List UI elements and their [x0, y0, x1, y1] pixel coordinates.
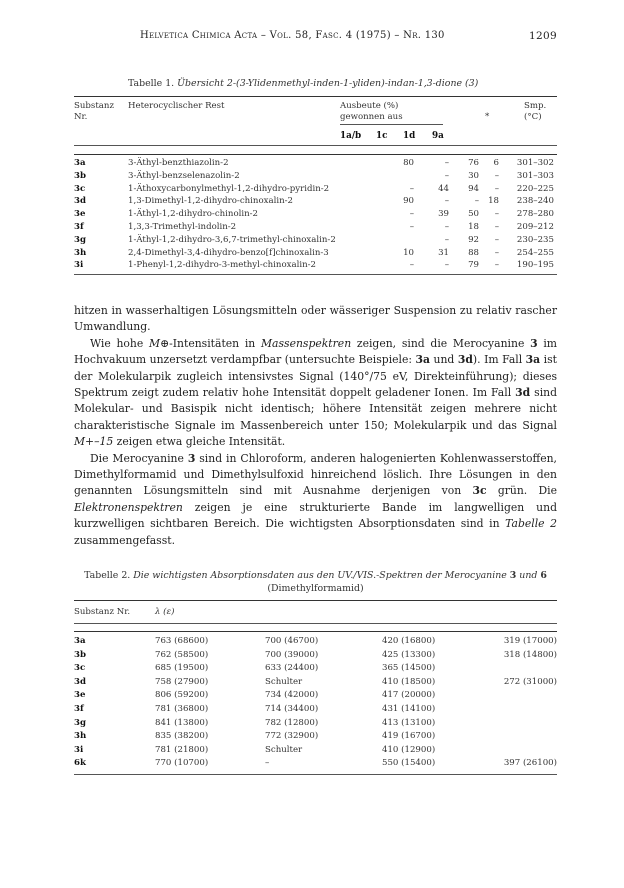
yield-9a: –: [494, 247, 499, 258]
yield-1d: 88: [468, 247, 479, 258]
yield-1d: 18: [468, 221, 479, 232]
compound-number: 6k: [74, 758, 86, 769]
melting-point: 230–235: [516, 234, 554, 245]
table2-body: [74, 636, 557, 772]
absorption-band-1: 758 (27900): [155, 676, 209, 687]
compound-number: 3d: [74, 196, 86, 207]
table-row: [74, 758, 557, 772]
running-header: [0, 30, 624, 46]
compound-number: 3h: [74, 731, 87, 742]
compound-number: 3g: [74, 717, 86, 728]
absorption-band-3: 420 (16800): [382, 636, 436, 646]
col-gewonnen: gewonnen aus: [340, 112, 403, 122]
yield-9a: 6: [493, 158, 499, 168]
absorption-band-1: 762 (58500): [155, 649, 209, 660]
absorption-band-1: 781 (21800): [155, 744, 209, 755]
compound-number: 3g: [74, 234, 86, 245]
absorption-band-1: 781 (36800): [155, 703, 209, 714]
melting-point: 190–195: [516, 260, 554, 271]
yield-1d: 94: [468, 183, 479, 194]
table1-head-substanz: [74, 101, 114, 123]
table2-solvent: (Dimethylformamid): [267, 583, 364, 594]
compound-number: 3c: [74, 663, 86, 674]
yield-1c: –: [444, 221, 449, 232]
col-smp: Smp.: [524, 101, 547, 111]
heterocyclic-rest: 1,3,3-Trimethyl-indolin-2: [128, 221, 237, 232]
melting-point: 220–225: [516, 183, 554, 194]
absorption-band-4: 397 (26100): [503, 758, 557, 769]
yield-1c: –: [444, 234, 449, 245]
table-row: [74, 731, 557, 745]
table-row: [74, 260, 554, 273]
absorption-band-3: 425 (13300): [382, 649, 436, 660]
compound-number: 3e: [74, 209, 86, 220]
yield-1c: 44: [438, 183, 449, 194]
yield-9a: –: [494, 209, 499, 220]
absorption-band-2: 714 (34400): [265, 703, 319, 714]
absorption-band-2: 700 (39000): [265, 649, 319, 660]
table1-top-rule: [74, 96, 557, 97]
absorption-band-4: [482, 663, 557, 677]
table1-head-ausbeute: [340, 101, 403, 123]
compound-number: 3h: [74, 247, 87, 258]
table2-head-lambda: λ (ε): [155, 607, 175, 617]
yield-1c: 31: [438, 247, 449, 258]
heterocyclic-rest: 3-Äthyl-benzselenazolin-2: [128, 170, 240, 181]
absorption-band-4: [482, 745, 557, 759]
paragraph-3: Die Merocyanine 3 sind in Chloroform, anderen halogenierten Kohlenwasserstoffen, Dimethylformamid und Dimethylsulfoxid hinreichend löslich. Ihre Lösungen in den genannten Lösungsmitteln sind mit Ausnahme derjenigen von 3c grün. Die Elektronenspektren zeigen je eine strukturierte Bande im langwelligen und kurzwelligen sichtbaren Bereich. Die wichtigsten Absorptionsdaten sind in Tabelle 2 zusammengefasst.: [74, 451, 558, 547]
absorption-band-2: Schulter: [265, 676, 303, 687]
yield-9a: 18: [488, 196, 499, 207]
heterocyclic-rest: 1-Äthoxycarbonylmethyl-1,2-dihydro-pyridin-2: [128, 183, 330, 194]
compound-number: 3a: [74, 158, 86, 168]
table2-top-rule: [74, 600, 557, 601]
absorption-band-3: 365 (14500): [382, 663, 436, 674]
table-row: [74, 171, 554, 184]
absorption-band-2: –: [265, 758, 270, 769]
col-ausbeute: Ausbeute (%): [340, 101, 399, 111]
yield-1c: 39: [438, 209, 449, 220]
table1-bottom-rule: [74, 274, 557, 275]
absorption-band-1: 685 (19500): [155, 663, 209, 674]
yield-9a: –: [494, 221, 499, 232]
compound-number: 3i: [74, 744, 84, 755]
table2-bottom-rule: [74, 774, 557, 775]
table-row: [74, 650, 557, 664]
yield-1d: 92: [468, 234, 479, 245]
absorption-band-2: 772 (32900): [265, 731, 319, 742]
absorption-band-2: 700 (46700): [265, 636, 319, 646]
absorption-band-1: 835 (38200): [155, 731, 209, 742]
col-nr: Nr.: [74, 112, 88, 122]
melting-point: 301–302: [516, 158, 554, 168]
yield-9a: –: [494, 234, 499, 245]
table-row: [74, 209, 554, 222]
body-text: [74, 303, 557, 549]
absorption-band-3: 419 (16700): [382, 731, 436, 742]
yield-1ab: –: [409, 260, 414, 271]
melting-point: 254–255: [516, 247, 554, 258]
table-row: [74, 690, 557, 704]
absorption-band-4: 319 (17000): [503, 636, 557, 646]
yield-1ab: 10: [403, 247, 414, 258]
table-row: [74, 184, 554, 197]
heterocyclic-rest: 1,3-Dimethyl-1,2-dihydro-chinoxalin-2: [128, 196, 294, 207]
absorption-band-1: 770 (10700): [155, 758, 209, 769]
yield-1ab: –: [409, 183, 414, 194]
compound-number: 3e: [74, 690, 86, 701]
table1-sub-1d: 1d: [403, 131, 416, 141]
absorption-band-1: 841 (13800): [155, 717, 209, 728]
yield-1ab: [386, 171, 414, 184]
absorption-band-2: 633 (24400): [265, 663, 319, 674]
compound-number: 3c: [74, 183, 86, 194]
absorption-band-3: 550 (15400): [382, 758, 436, 769]
yield-1c: –: [444, 170, 449, 181]
table2-label: Tabelle 2.: [84, 570, 131, 581]
yield-1ab: 90: [403, 196, 414, 207]
absorption-band-1: 806 (59200): [155, 690, 209, 701]
col-substanz: Substanz: [74, 101, 114, 111]
yield-9a: –: [494, 260, 499, 271]
absorption-band-1: 763 (68600): [155, 636, 209, 646]
absorption-band-4: 272 (31000): [503, 676, 557, 687]
table-row: [74, 248, 554, 261]
page-number: 1209: [529, 30, 557, 42]
table1-head-smp: [524, 101, 546, 123]
compound-number: 3d: [74, 676, 86, 687]
table-row: [74, 704, 557, 718]
table1-title: Übersicht 2-(3-Ylidenmethyl-inden-1-yliden)-indan-1,3-dione (3): [177, 78, 479, 89]
compound-number: 3a: [74, 636, 86, 646]
absorption-band-2: Schulter: [265, 744, 303, 755]
compound-number: 3f: [74, 703, 84, 714]
absorption-band-2: 782 (12800): [265, 717, 319, 728]
table1-sub-1ab: 1a/b: [340, 131, 362, 141]
table1-sub-1c: 1c: [376, 131, 388, 141]
table1-head-star: *: [485, 112, 490, 122]
yield-1d: 79: [468, 260, 479, 271]
table-row: [74, 677, 557, 691]
table2-header-rule-2: [74, 631, 557, 632]
yield-1ab: 80: [403, 158, 414, 168]
paragraph-2: Wie hohe M⊕-Intensitäten in Massenspektren zeigen, sind die Merocyanine 3 im Hochvakuum unzersetzt verdampfbar (untersuchte Beispiele: 3a und 3d). Im Fall 3a ist der Molekularpik zugleich intensivstes Signal (140°/75 eV, Direkteinführung); dieses Spektrum zeigt zudem relativ hohe Intensität doppelt geladener Ionen. Im Fall 3d sind Molekular- und Basispik nicht identisch; höhere Intensität zeigen mehrere nicht charakteristische Signale im Massenbereich unter 150; Molekularpik und das Signal M+–15 zeigen etwa gleiche Intensität.: [74, 336, 558, 449]
table1-header-rule: [74, 145, 557, 146]
absorption-band-3: 417 (20000): [382, 690, 436, 701]
table1-head-rest: Heterocyclischer Rest: [128, 101, 225, 111]
yield-1d: 76: [468, 158, 479, 168]
table2-caption: Tabelle 2. Die wichtigsten Absorptionsdaten aus den UV./VIS.-Spektren der Merocyanine 3 und 6 (Dimethylformamid): [74, 569, 557, 595]
heterocyclic-rest: 2,4-Dimethyl-3,4-dihydro-benzo[f]chinoxalin-3: [128, 247, 329, 258]
yield-9a: –: [494, 170, 499, 181]
table-row: [74, 158, 554, 171]
table-row: [74, 636, 557, 650]
absorption-band-3: 410 (18500): [382, 676, 436, 687]
absorption-band-3: 413 (13100): [382, 717, 436, 728]
table-row: [74, 663, 557, 677]
absorption-band-4: [482, 704, 557, 718]
table1-label: Tabelle 1.: [128, 78, 175, 89]
table-row: [74, 718, 557, 732]
table2-header-rule: [74, 623, 557, 624]
yield-9a: –: [494, 183, 499, 194]
yield-1d: 50: [468, 209, 479, 220]
yield-1c: –: [444, 196, 449, 207]
absorption-band-2: 734 (42000): [265, 690, 319, 701]
absorption-band-4: [482, 731, 557, 745]
heterocyclic-rest: 1-Äthyl-1,2-dihydro-chinolin-2: [128, 209, 259, 220]
absorption-band-4: 318 (14800): [503, 649, 557, 660]
table2-title: Die wichtigsten Absorptionsdaten aus den UV./VIS.-Spektren der Merocyanine: [133, 570, 510, 581]
table1-sub-9a: 9a: [432, 131, 444, 141]
absorption-band-3: 431 (14100): [382, 703, 436, 714]
heterocyclic-rest: 1-Äthyl-1,2-dihydro-3,6,7-trimethyl-chinoxalin-2: [128, 234, 336, 245]
table-row: [74, 235, 554, 248]
col-smp-unit: (°C): [524, 112, 542, 122]
absorption-band-4: [482, 690, 557, 704]
yield-1c: –: [444, 158, 449, 168]
compound-number: 3i: [74, 260, 84, 271]
journal-title: Helvetica Chimica Acta – Vol. 58, Fasc. 4 (1975) – Nr. 130: [140, 30, 445, 41]
compound-number: 3b: [74, 649, 86, 660]
compound-number: 3b: [74, 170, 86, 181]
table2-head-nr: Substanz Nr.: [74, 607, 131, 617]
table1-header-rule-2: [74, 154, 557, 155]
absorption-band-3: 410 (12900): [382, 744, 436, 755]
table1-ausbeute-rule: [340, 124, 443, 125]
table1-caption: [128, 78, 478, 89]
table1-body: [74, 158, 554, 273]
melting-point: 238–240: [516, 196, 554, 207]
yield-1d: –: [474, 196, 479, 207]
yield-1c: –: [444, 260, 449, 271]
paragraph-1: hitzen in wasserhaltigen Lösungsmitteln oder wässeriger Suspension zu relativ rascher Umwandlung.: [74, 304, 557, 334]
absorption-band-4: [482, 718, 557, 732]
compound-number: 3f: [74, 221, 84, 232]
yield-1d: 30: [468, 170, 479, 181]
yield-1ab: –: [409, 209, 414, 220]
melting-point: 301–303: [516, 170, 554, 181]
yield-1ab: –: [409, 221, 414, 232]
melting-point: 278–280: [516, 209, 554, 220]
melting-point: 209–212: [516, 221, 554, 232]
heterocyclic-rest: 3-Äthyl-benzthiazolin-2: [128, 158, 229, 168]
table-row: [74, 196, 554, 209]
table-row: [74, 222, 554, 235]
table-row: [74, 745, 557, 759]
yield-1ab: [386, 235, 414, 248]
heterocyclic-rest: 1-Phenyl-1,2-dihydro-3-methyl-chinoxalin-2: [128, 260, 316, 271]
